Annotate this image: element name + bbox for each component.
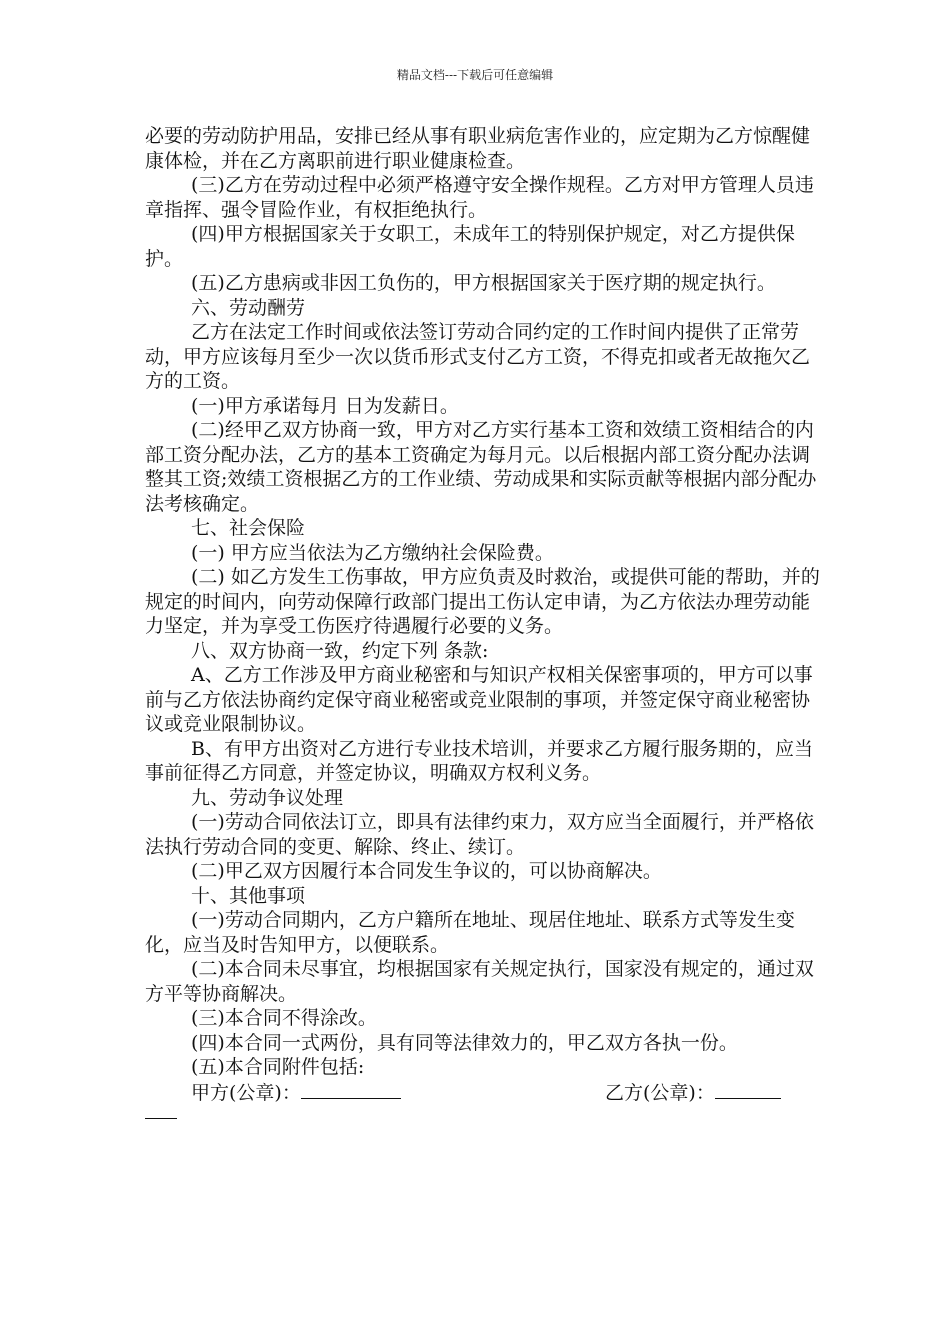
paragraph: A、乙方工作涉及甲方商业秘密和与知识产权相关保密事项的，甲方可以事前与乙方依法协商约定保守商业秘密或竞业限制的事项，并签定保守商业秘密协议或竞业限制协议。 <box>145 664 813 735</box>
paragraph: (一)甲方承诺每月 日为发薪日。 <box>191 394 459 417</box>
page-header: 精品文档---下载后可任意编辑 <box>396 68 554 82</box>
paragraph: 七、社会保险 <box>191 517 306 539</box>
party-b-signature <box>605 1080 781 1106</box>
paragraph: (一) 甲方应当依法为乙方缴纳社会保险费。 <box>191 541 554 564</box>
party-b-blank-line-continued <box>145 1118 177 1119</box>
paragraph-list <box>145 124 825 1080</box>
paragraph: 十、其他事项 <box>191 884 306 907</box>
paragraph: (五)本合同附件包括: <box>191 1056 365 1078</box>
party-a-blank-line <box>301 1080 401 1099</box>
paragraph: (三)乙方在劳动过程中必须严格遵守安全操作规程。乙方对甲方管理人员违章指挥、强令冒险作业，有权拒绝执行。 <box>145 174 814 221</box>
party-a-signature <box>191 1080 401 1106</box>
document-body <box>145 124 825 1106</box>
paragraph: (三)本合同不得涂改。 <box>191 1007 377 1029</box>
paragraph: 必要的劳动防护用品，安排已经从事有职业病危害作业的，应定期为乙方惊醒健康体检，并在乙方离职前进行职业健康检查。 <box>145 125 811 172</box>
paragraph: (四)本合同一式两份，具有同等法律效力的，甲乙双方各执一份。 <box>191 1031 738 1054</box>
paragraph: (四)甲方根据国家关于女职工，未成年工的特别保护规定，对乙方提供保护。 <box>145 223 795 270</box>
paragraph: (二)甲乙双方因履行本合同发生争议的，可以协商解决。 <box>191 860 662 882</box>
paragraph: (一)劳动合同依法订立，即具有法律约束力，双方应当全面履行，并严格依法执行劳动合同的变更、解除、终止、续订。 <box>145 811 814 858</box>
paragraph: 六、劳动酬劳 <box>191 296 306 319</box>
party-b-label: 乙方(公章)： <box>605 1081 715 1104</box>
paragraph: (五)乙方患病或非因工负伤的，甲方根据国家关于医疗期的规定执行。 <box>191 272 776 294</box>
paragraph: (二) 如乙方发生工伤事故，甲方应负责及时救治，或提供可能的帮助，并的规定的时间内，向劳动保障行政部门提出工伤认定申请，为乙方依法办理劳动能力坚定，并为享受工伤医疗待遇履行必要的义务。 <box>145 566 820 637</box>
paragraph: (二)本合同未尽事宜，均根据国家有关规定执行，国家没有规定的，通过双方平等协商解决。 <box>145 958 814 1005</box>
paragraph: (一)劳动合同期内，乙方户籍所在地址、现居住地址、联系方式等发生变化，应当及时告知甲方，以便联系。 <box>145 909 795 956</box>
paragraph: 乙方在法定工作时间或依法签订劳动合同约定的工作时间内提供了正常劳动，甲方应该每月至少一次以货币形式支付乙方工资，不得克扣或者无故拖欠乙方的工资。 <box>145 321 811 392</box>
party-b-blank-line <box>715 1080 781 1099</box>
party-a-label: 甲方(公章)： <box>191 1081 301 1104</box>
paragraph: B、有甲方出资对乙方进行专业技术培训，并要求乙方履行服务期的，应当事前征得乙方同意，并签定协议，明确双方权利义务。 <box>145 737 813 784</box>
paragraph: (二)经甲乙双方协商一致，甲方对乙方实行基本工资和效绩工资相结合的内部工资分配办法，乙方的基本工资确定为每月元。以后根据内部工资分配办法调整其工资;效绩工资根据乙方的工作业绩、劳动成果和实际贡献等根据内部分配办法考核确定。 <box>145 419 817 515</box>
signature-row <box>145 1080 825 1106</box>
paragraph: 八、双方协商一致，约定下列 条款: <box>191 639 489 662</box>
paragraph: 九、劳动争议处理 <box>191 786 344 809</box>
